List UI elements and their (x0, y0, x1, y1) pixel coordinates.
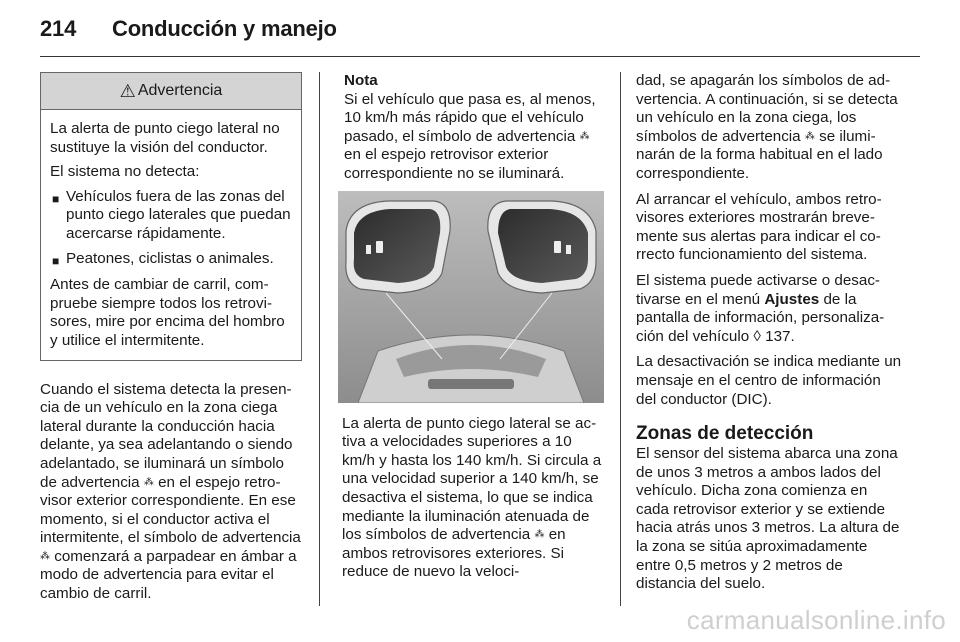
body-paragraph: La desactivación se indica mediante un mensaje en el centro de información del conductor (DIC). (636, 353, 902, 408)
body-paragraph (636, 72, 904, 184)
note-text (344, 91, 604, 184)
blind-spot-symbol-icon: ⁂ (534, 529, 545, 541)
page-header (40, 16, 337, 42)
bullet-square-icon: ■ (52, 253, 60, 268)
text-run: en el espejo retrovisor exterior correspondiente. En ese momento, si el conductor activa el intermitente, el símbolo de advertencia (40, 473, 301, 547)
body-paragraph: Al arrancar el vehículo, ambos retrovisores exteriores mostrarán brevemente sus alertas para indicar el correcto funcionamiento del sistema. (636, 190, 882, 264)
text-run: en ambos retrovisores exteriores. Si reduce de nuevo la veloci- (342, 526, 566, 581)
text-run: dad, se apagarán los símbolos de advertencia. A continuación, si se detecta un vehículo en la zona ciega, los símbolos de advertencia (636, 72, 898, 145)
mirror-illustration (338, 191, 604, 403)
blind-spot-symbol-icon: ⁂ (804, 130, 815, 142)
section-title: Zonas de detección (636, 423, 814, 445)
text-run: La alerta de punto ciego lateral se activa a velocidades superiores a 10 km/h y hasta los 140 km/h. Si circula a una velocidad superior a 140 km/h, se desactiva el sistema, lo que se indica mediante la iluminación atenuada de los símbolos de advertencia (342, 414, 602, 544)
note-title: Nota (344, 72, 378, 89)
list-item-text: Vehículos fuera de las zonas del punto ciego laterales que puedan acercarse rápidamente. (66, 187, 291, 242)
page-reference-icon: ◊ (753, 327, 761, 345)
body-paragraph: El sensor del sistema abarca una zona de unos 3 metros a ambos lados del vehículo. Dicha zona comienza en cada retrovisor exterior y se extiende hacia atrás unos 3 metros. La altura de la zona se sitúa aproximadamente entre 0,5 metros y 2 metros de distancia del suelo. (636, 445, 900, 593)
column-divider (620, 72, 621, 606)
list-item (50, 250, 292, 271)
text-run: en el espejo retrovisor exterior correspondiente no se iluminará. (344, 146, 565, 182)
list-item (50, 188, 292, 244)
warning-triangle-icon: ⚠ (119, 80, 136, 101)
column-divider (319, 72, 320, 606)
warning-text: La alerta de punto ciego lateral no sustituye la visión del conductor. (50, 120, 280, 156)
column-3 (636, 72, 904, 601)
bullet-square-icon: ■ (52, 191, 60, 206)
menu-name-ajustes: Ajustes (764, 290, 820, 308)
text-run: de la pantalla de información, personalización del vehículo (636, 290, 885, 345)
text-run: El sistema puede activarse o desactivarse en el menú (636, 271, 880, 308)
text-run: se iluminarán de la forma habitual en el lado correspondiente. (636, 127, 883, 182)
note-block (338, 72, 604, 184)
page-title: Conducción y manejo (112, 16, 337, 41)
blind-spot-symbol-icon: ⁂ (143, 476, 154, 488)
warning-header (41, 73, 301, 110)
text-run: Cuando el sistema detecta la presencia de un vehículo en la zona ciega lateral durante la conducción hacia delante, ya sea adelantando o siendo adelantado, se iluminará un símbolo de advertencia (40, 380, 293, 491)
page-reference[interactable]: 137. (765, 327, 795, 345)
warning-body (41, 110, 301, 360)
page-number: 214 (40, 16, 77, 41)
warning-text: Antes de cambiar de carril, compruebe siempre todos los retrovisores, mire por encima del hombro y utilice el intermitente. (50, 276, 285, 349)
body-paragraph (338, 415, 604, 582)
header-rule (40, 56, 920, 57)
watermark: carmanualsonline.info (686, 605, 946, 635)
warning-box (40, 72, 302, 361)
column-2 (338, 72, 604, 589)
list-item-text: Peatones, ciclistas o animales. (66, 249, 274, 267)
blind-spot-symbol-icon: ⁂ (579, 130, 590, 142)
body-paragraph (636, 272, 904, 346)
warning-title: Advertencia (137, 81, 223, 99)
warning-text: El sistema no detecta: (50, 163, 200, 181)
column-1 (40, 72, 302, 611)
body-paragraph (40, 381, 302, 604)
text-run: Si el vehículo que pasa es, al menos, 10 km/h más rápido que el vehículo pasado, el símbolo de advertencia (344, 90, 596, 145)
text-run: comenzará a parpadear en ámbar a modo de advertencia para evitar el cambio de carril. (40, 547, 297, 603)
blind-spot-symbol-icon: ⁂ (40, 550, 50, 562)
